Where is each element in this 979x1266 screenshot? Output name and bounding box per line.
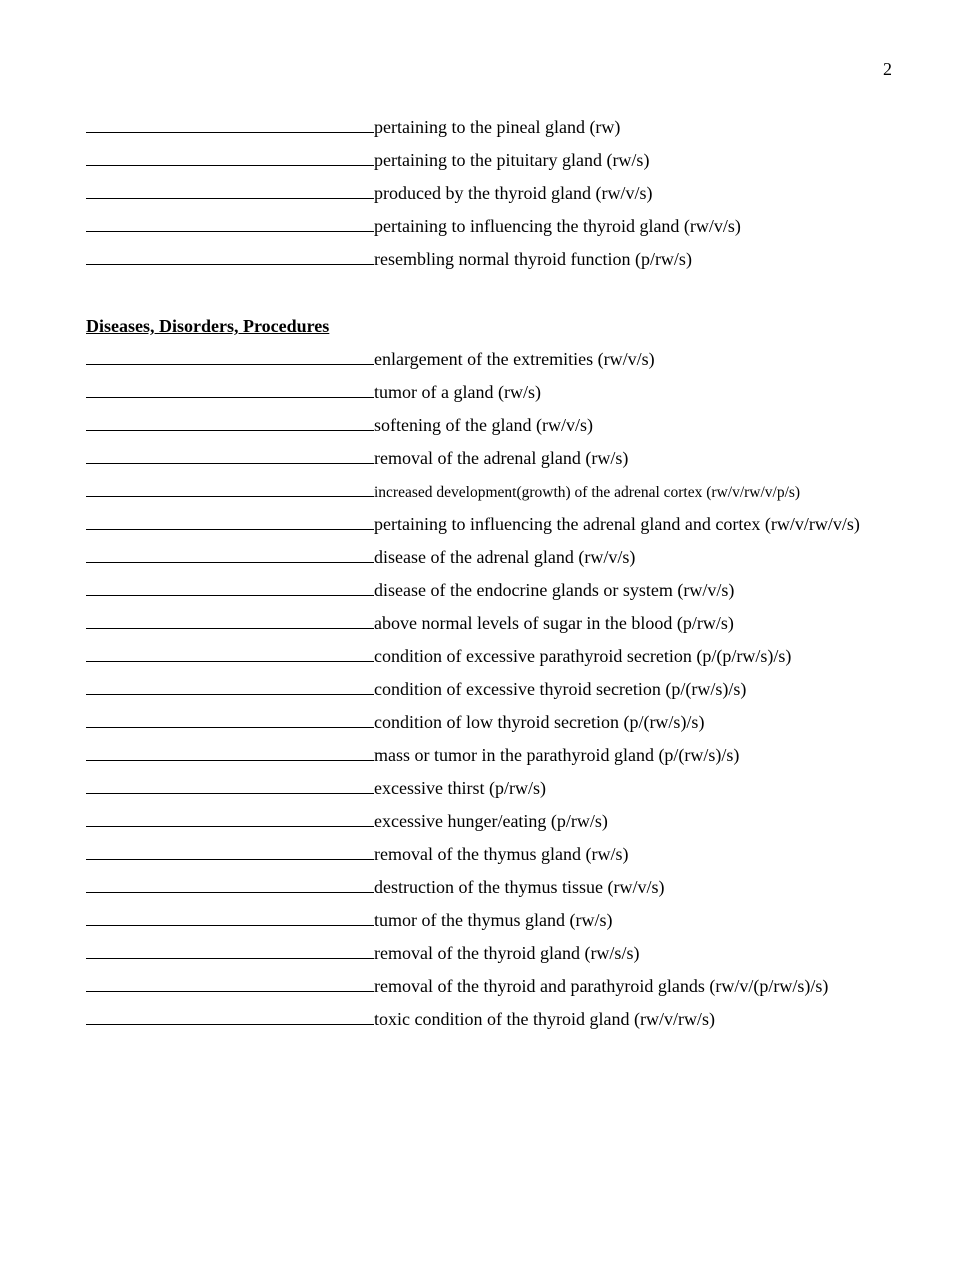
answer-blank[interactable]	[86, 347, 374, 365]
term-row	[86, 247, 946, 280]
answer-blank[interactable]	[86, 380, 374, 398]
term-row	[86, 181, 946, 214]
term-row	[86, 611, 946, 644]
page-number: 2	[883, 59, 892, 79]
term-definition: pertaining to the pineal gland (rw)	[374, 117, 621, 137]
answer-blank[interactable]	[86, 479, 374, 497]
answer-blank[interactable]	[86, 413, 374, 431]
term-definition: destruction of the thymus tissue (rw/v/s)	[374, 877, 665, 897]
term-row	[86, 743, 946, 776]
answer-blank[interactable]	[86, 743, 374, 761]
term-definition: excessive thirst (p/rw/s)	[374, 778, 546, 798]
term-definition: tumor of a gland (rw/s)	[374, 382, 541, 402]
answer-blank[interactable]	[86, 181, 374, 199]
term-definition: disease of the adrenal gland (rw/v/s)	[374, 547, 636, 567]
answer-blank[interactable]	[86, 710, 374, 728]
answer-blank[interactable]	[86, 875, 374, 893]
answer-blank[interactable]	[86, 908, 374, 926]
term-row	[86, 115, 946, 148]
term-definition: softening of the gland (rw/v/s)	[374, 415, 593, 435]
term-definition: condition of low thyroid secretion (p/(rw/s)/s)	[374, 712, 705, 732]
term-definition: above normal levels of sugar in the blood (p/rw/s)	[374, 613, 734, 633]
term-row	[86, 347, 946, 380]
answer-blank[interactable]	[86, 1007, 374, 1025]
term-definition: condition of excessive parathyroid secretion (p/(p/rw/s)/s)	[374, 646, 792, 666]
term-definition: increased development(growth) of the adrenal cortex (rw/v/rw/v/p/s)	[374, 484, 801, 501]
term-definition: removal of the adrenal gland (rw/s)	[374, 448, 629, 468]
answer-blank[interactable]	[86, 446, 374, 464]
answer-blank[interactable]	[86, 611, 374, 629]
term-row	[86, 578, 946, 611]
term-definition: disease of the endocrine glands or system (rw/v/s)	[374, 580, 735, 600]
answer-blank[interactable]	[86, 644, 374, 662]
answer-blank[interactable]	[86, 809, 374, 827]
term-row	[86, 677, 946, 710]
term-row	[86, 512, 946, 545]
term-definition: tumor of the thymus gland (rw/s)	[374, 910, 613, 930]
term-definition: enlargement of the extremities (rw/v/s)	[374, 349, 655, 369]
term-row	[86, 446, 946, 479]
term-row	[86, 875, 946, 908]
term-row	[86, 974, 946, 1007]
term-row	[86, 941, 946, 974]
answer-blank[interactable]	[86, 148, 374, 166]
term-row	[86, 214, 946, 247]
answer-blank[interactable]	[86, 677, 374, 695]
term-definition: resembling normal thyroid function (p/rw/s)	[374, 249, 692, 269]
answer-blank[interactable]	[86, 776, 374, 794]
term-row	[86, 776, 946, 809]
term-definition: pertaining to the pituitary gland (rw/s)	[374, 150, 650, 170]
term-definition: excessive hunger/eating (p/rw/s)	[374, 811, 608, 831]
term-row	[86, 710, 946, 743]
section-heading: Diseases, Disorders, Procedures	[86, 316, 330, 336]
term-row	[86, 413, 946, 446]
answer-blank[interactable]	[86, 214, 374, 232]
term-row	[86, 380, 946, 413]
term-definition: removal of the thyroid and parathyroid glands (rw/v/(p/rw/s)/s)	[374, 976, 829, 996]
term-definition: produced by the thyroid gland (rw/v/s)	[374, 183, 653, 203]
term-row	[86, 148, 946, 181]
term-definition: pertaining to influencing the adrenal gland and cortex (rw/v/rw/v/s)	[374, 514, 860, 534]
answer-blank[interactable]	[86, 115, 374, 133]
answer-blank[interactable]	[86, 842, 374, 860]
term-definition: condition of excessive thyroid secretion (p/(rw/s)/s)	[374, 679, 747, 699]
term-row	[86, 809, 946, 842]
term-definition: toxic condition of the thyroid gland (rw/v/rw/s)	[374, 1009, 715, 1029]
term-row	[86, 1007, 946, 1040]
term-row	[86, 545, 946, 578]
term-definition: mass or tumor in the parathyroid gland (p/(rw/s)/s)	[374, 745, 740, 765]
term-definition: removal of the thymus gland (rw/s)	[374, 844, 629, 864]
term-row	[86, 842, 946, 875]
term-row	[86, 908, 946, 941]
section-spacer	[86, 280, 946, 314]
answer-blank[interactable]	[86, 941, 374, 959]
answer-blank[interactable]	[86, 247, 374, 265]
answer-blank[interactable]	[86, 578, 374, 596]
answer-blank[interactable]	[86, 512, 374, 530]
term-definition: pertaining to influencing the thyroid gland (rw/v/s)	[374, 216, 741, 236]
answer-blank[interactable]	[86, 545, 374, 563]
term-row	[86, 644, 946, 677]
term-definition: removal of the thyroid gland (rw/s/s)	[374, 943, 640, 963]
worksheet-content	[86, 115, 946, 1040]
term-row	[86, 479, 946, 512]
answer-blank[interactable]	[86, 974, 374, 992]
